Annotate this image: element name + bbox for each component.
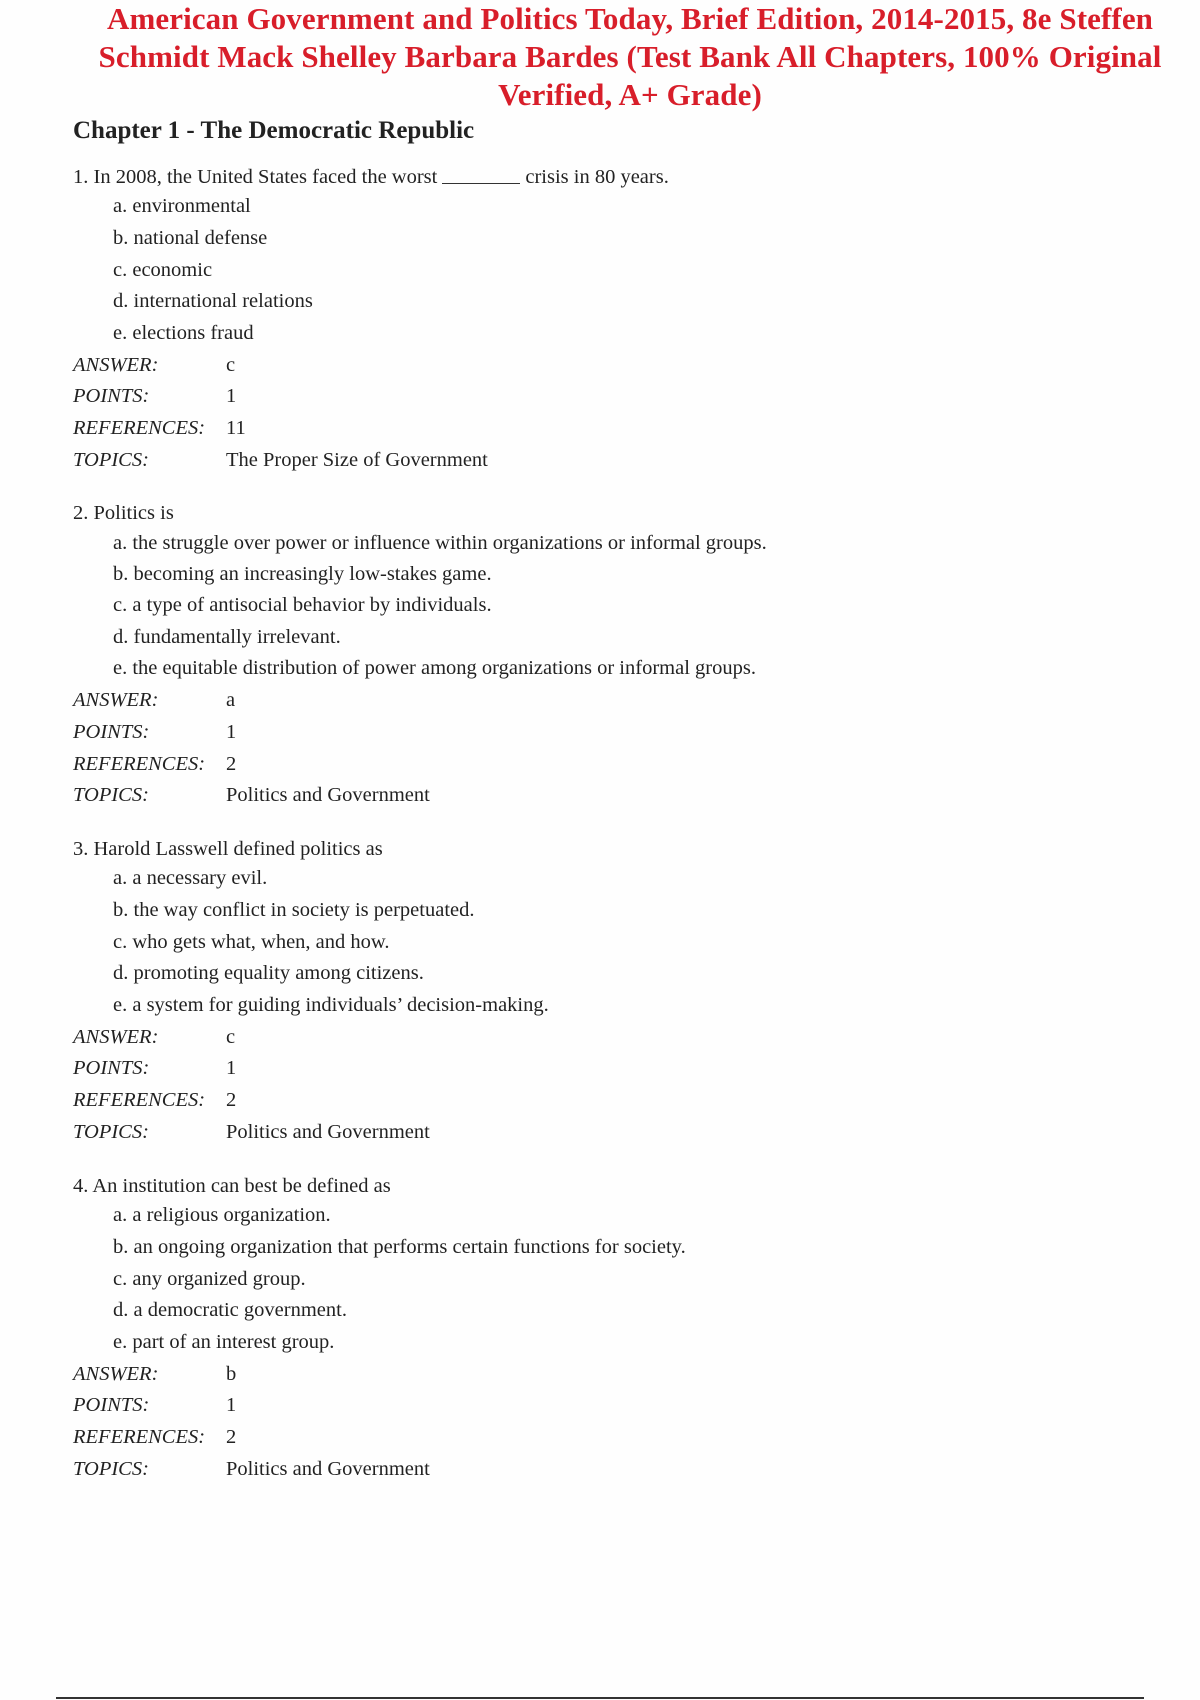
answer-value: c	[226, 354, 236, 376]
answer-label: ANSWER:	[73, 1026, 159, 1048]
answer-label: ANSWER:	[73, 354, 159, 376]
question-stem	[73, 164, 669, 190]
answer-choice: e. part of an interest group.	[113, 1331, 335, 1353]
answer-choice: c. who gets what, when, and how.	[113, 931, 390, 953]
answer-value: b	[226, 1363, 237, 1385]
answer-value: a	[226, 689, 236, 711]
topics-value: Politics and Government	[226, 1458, 430, 1480]
points-value: 1	[226, 1057, 237, 1079]
references-value: 2	[226, 753, 237, 775]
references-label: REFERENCES:	[73, 417, 206, 439]
points-label: POINTS:	[73, 1057, 150, 1079]
answer-choice: d. international relations	[113, 290, 313, 312]
answer-choice: b. the way conflict in society is perpetuated.	[113, 899, 475, 921]
references-value: 11	[226, 417, 246, 439]
references-label: REFERENCES:	[73, 1426, 206, 1448]
answer-choice: b. national defense	[113, 227, 268, 249]
answer-label: ANSWER:	[73, 1363, 159, 1385]
points-value: 1	[226, 385, 237, 407]
points-label: POINTS:	[73, 721, 150, 743]
answer-choice: c. economic	[113, 259, 213, 281]
answer-label: ANSWER:	[73, 689, 159, 711]
page-bottom-rule	[56, 1697, 1144, 1699]
document-title: American Government and Politics Today, Brief Edition, 2014-2015, 8e Steffen Schmidt Mack Shelley Barbara Bardes (Test Bank All Chapters, 100% Original Verified, A+ Grade)	[98, 1, 1162, 112]
points-value: 1	[226, 721, 237, 743]
question-stem: 4. An institution can best be defined as	[73, 1175, 391, 1197]
points-label: POINTS:	[73, 1394, 150, 1416]
chapter-heading: Chapter 1 - The Democratic Republic	[73, 117, 475, 144]
answer-choice: b. becoming an increasingly low-stakes game.	[113, 563, 492, 585]
topics-label: TOPICS:	[73, 1121, 149, 1143]
answer-choice: a. a necessary evil.	[113, 867, 268, 889]
answer-choice: c. any organized group.	[113, 1268, 306, 1290]
answer-choice: a. the struggle over power or influence within organizations or informal groups.	[113, 532, 767, 554]
references-value: 2	[226, 1426, 237, 1448]
answer-choice: c. a type of antisocial behavior by individuals.	[113, 594, 492, 616]
answer-choice: b. an ongoing organization that performs certain functions for society.	[113, 1236, 686, 1258]
question-stem-text: 1. In 2008, the United States faced the worst	[73, 166, 438, 188]
topics-label: TOPICS:	[73, 449, 149, 471]
answer-choice: e. a system for guiding individuals’ decision-making.	[113, 994, 549, 1016]
answer-choice: d. fundamentally irrelevant.	[113, 626, 341, 648]
answer-choice: e. elections fraud	[113, 322, 254, 344]
answer-value: c	[226, 1026, 236, 1048]
question-stem: 2. Politics is	[73, 502, 174, 524]
topics-label: TOPICS:	[73, 784, 149, 806]
answer-choice: a. environmental	[113, 195, 251, 217]
question-stem-text-end: crisis in 80 years.	[525, 166, 669, 188]
topics-label: TOPICS:	[73, 1458, 149, 1480]
answer-choice: d. promoting equality among citizens.	[113, 962, 424, 984]
topics-value: Politics and Government	[226, 1121, 430, 1143]
references-value: 2	[226, 1089, 237, 1111]
references-label: REFERENCES:	[73, 753, 206, 775]
answer-choice: d. a democratic government.	[113, 1299, 347, 1321]
points-label: POINTS:	[73, 385, 150, 407]
question-stem: 3. Harold Lasswell defined politics as	[73, 838, 383, 860]
answer-choice: a. a religious organization.	[113, 1204, 331, 1226]
topics-value: Politics and Government	[226, 784, 430, 806]
topics-value: The Proper Size of Government	[226, 449, 488, 471]
answer-choice: e. the equitable distribution of power among organizations or informal groups.	[113, 657, 756, 679]
references-label: REFERENCES:	[73, 1089, 206, 1111]
points-value: 1	[226, 1394, 237, 1416]
fill-in-blank	[442, 183, 520, 184]
